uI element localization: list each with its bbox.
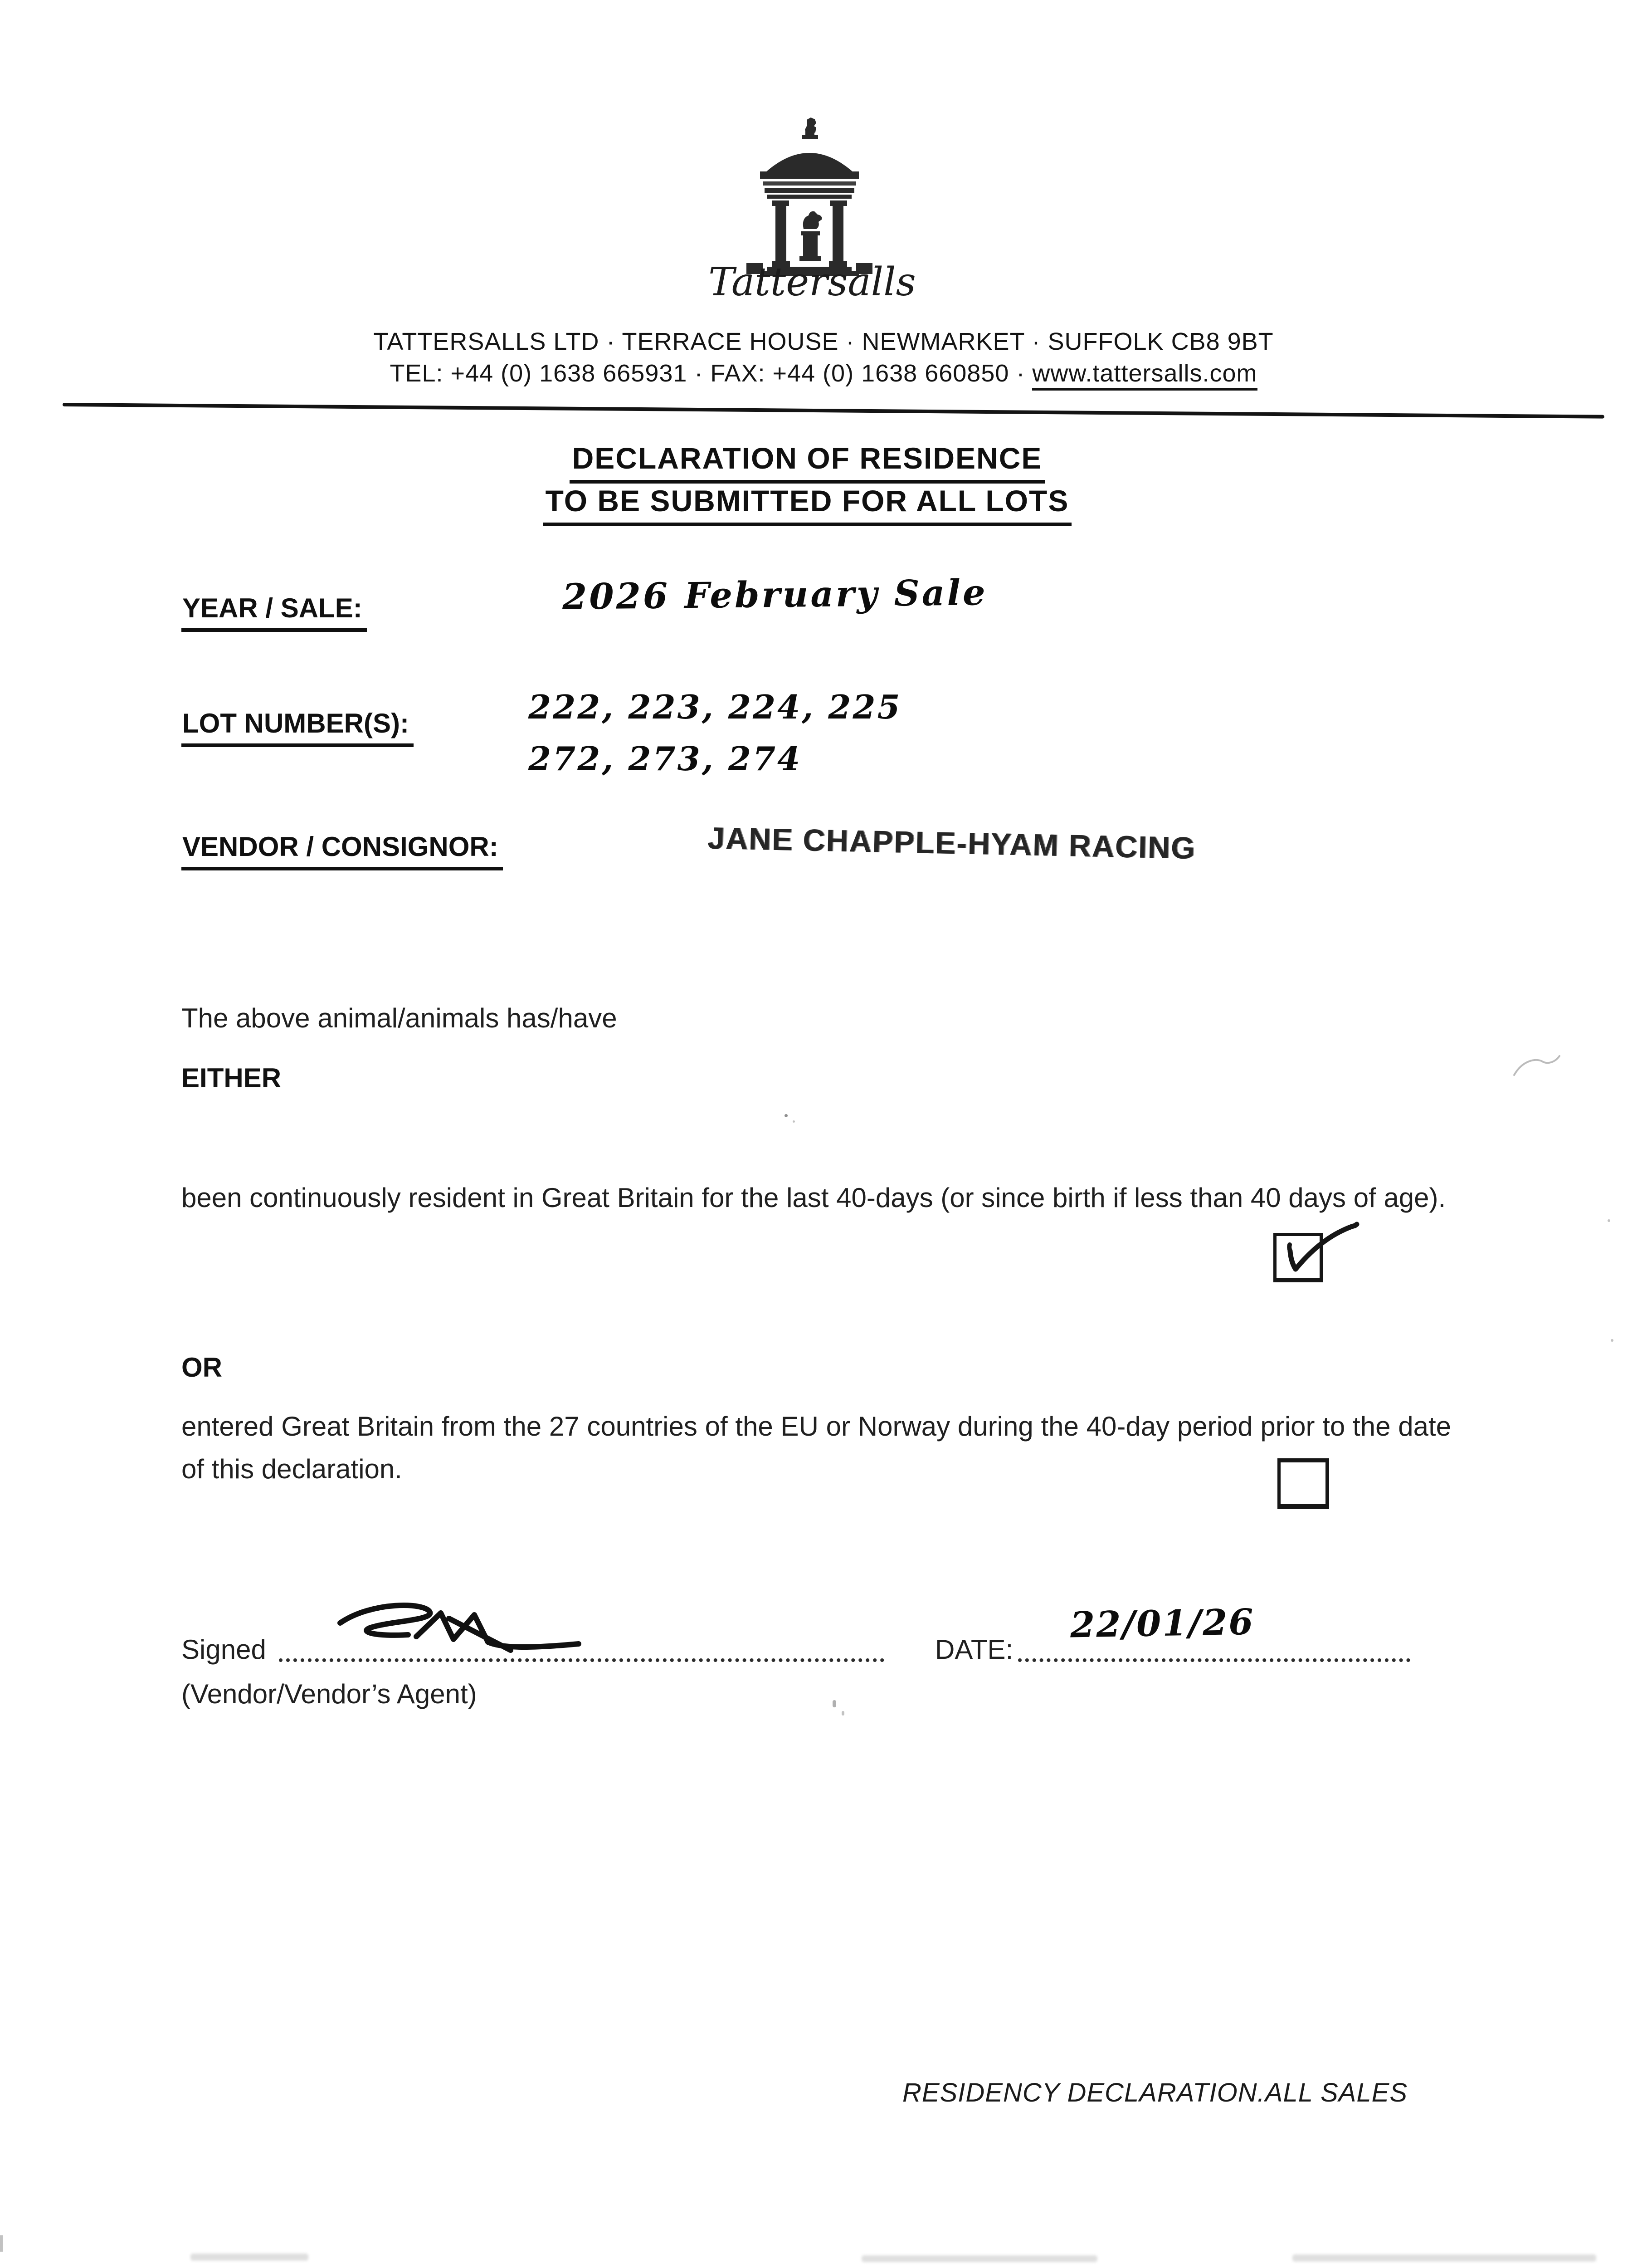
- header-divider-rule: [63, 403, 1604, 419]
- vendor-consignor-label-text: VENDOR / CONSIGNOR:: [181, 831, 503, 870]
- option1-tick: [1265, 1198, 1383, 1297]
- website-link[interactable]: www.tattersalls.com: [1032, 360, 1257, 391]
- year-sale-label-text: YEAR / SALE:: [181, 592, 367, 632]
- signed-label: Signed: [181, 1634, 266, 1665]
- lot-numbers-handwritten-line1: 222, 223, 224, 225: [528, 688, 902, 726]
- option2-paragraph: entered Great Britain from the 27 countries of the EU or Norway during the 40-day period prior to the date of this declaration.: [181, 1411, 1451, 1485]
- vendor-consignor-label: [181, 831, 503, 870]
- brand-script-text: Tattersalls: [708, 259, 916, 305]
- vendor-consignor-stamped-value: JANE CHAPPLE-HYAM RACING: [707, 821, 1196, 866]
- either-label: EITHER: [181, 1063, 282, 1093]
- year-sale-label: [181, 592, 367, 632]
- tattersalls-rotunda-logo-icon: [739, 117, 880, 277]
- intro-sentence: The above animal/animals has/have: [181, 1003, 617, 1033]
- dust-speck: [1608, 1219, 1610, 1222]
- contact-prefix: TEL: +44 (0) 1638 665931 · FAX: +44 (0) 1638 660850 ·: [390, 360, 1033, 387]
- option2-checkbox[interactable]: [1277, 1458, 1329, 1509]
- footer-document-reference: RESIDENCY DECLARATION.ALL SALES: [902, 2078, 1408, 2107]
- document-subtitle: [512, 484, 1102, 526]
- pencil-squiggle-artifact: [1512, 1052, 1562, 1080]
- date-handwritten-value: 22/01/26: [1070, 1601, 1255, 1646]
- header-contact-line: [0, 359, 1647, 387]
- year-sale-handwritten-value: 2026 February Sale: [562, 572, 988, 618]
- header-address-line: TATTERSALLS LTD · TERRACE HOUSE · NEWMARKET · SUFFOLK CB8 9BT: [373, 328, 1274, 355]
- vendor-signature-scribble: [313, 1593, 630, 1666]
- dust-speck: [1611, 1339, 1613, 1342]
- scan-edge-tick: [0, 2235, 3, 2252]
- dust-speck: [793, 1120, 795, 1123]
- or-label: OR: [181, 1352, 222, 1383]
- scan-edge-smudge: [862, 2255, 1097, 2262]
- title-line-2: TO BE SUBMITTED FOR ALL LOTS: [543, 484, 1072, 526]
- title-line-1: DECLARATION OF RESIDENCE: [570, 441, 1045, 484]
- dust-speck: [785, 1114, 788, 1117]
- document-title: [512, 441, 1102, 484]
- scan-edge-smudge: [190, 2253, 308, 2261]
- vendor-agent-note: (Vendor/Vendor’s Agent): [181, 1679, 477, 1709]
- lot-numbers-label-text: LOT NUMBER(S):: [181, 708, 414, 747]
- lot-numbers-label: [181, 708, 414, 747]
- scan-edge-smudge: [1292, 2254, 1596, 2262]
- lot-numbers-handwritten-line2: 272, 273, 274: [528, 739, 802, 778]
- option1-paragraph: been continuously resident in Great Britain for the last 40-days (or since birth if less than 40 days of age).: [181, 1183, 1446, 1213]
- pencil-mark-artifact: [833, 1700, 836, 1707]
- pencil-mark-artifact: [842, 1711, 844, 1716]
- date-label: DATE:: [935, 1634, 1014, 1665]
